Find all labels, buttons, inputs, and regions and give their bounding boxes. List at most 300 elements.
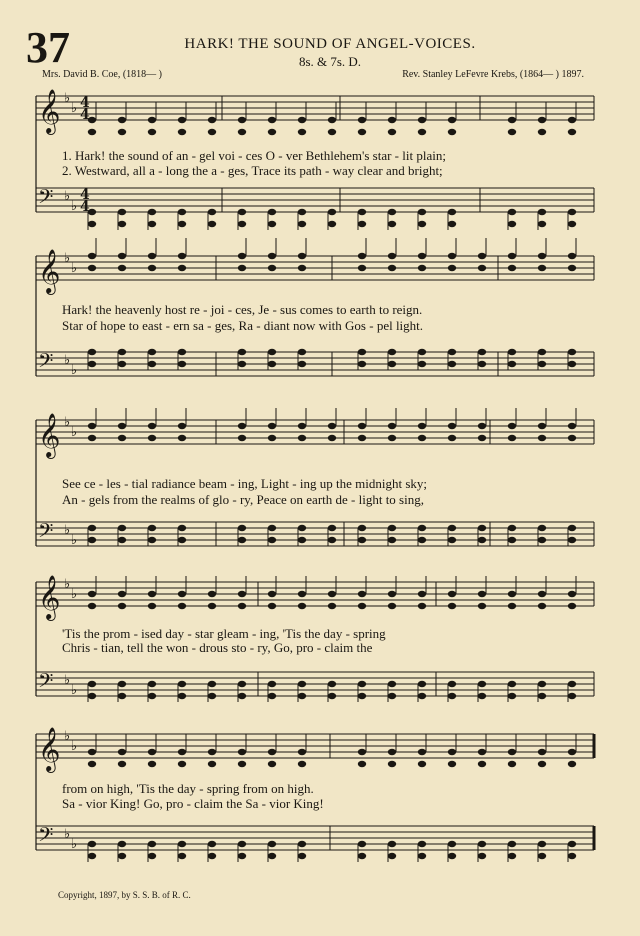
- note-head: [388, 117, 396, 123]
- note-head: [298, 117, 306, 123]
- note-head: [178, 117, 186, 123]
- note-head: [538, 253, 546, 259]
- note-head: [418, 749, 426, 755]
- note-head: [478, 693, 486, 699]
- note-head: [568, 361, 576, 367]
- note-head: [118, 129, 126, 135]
- note-head: [208, 591, 216, 597]
- note-head: [508, 361, 516, 367]
- hymn-title: HARK! THE SOUND OF ANGEL-VOICES.: [184, 36, 476, 52]
- note-head: [538, 853, 546, 859]
- note-head: [148, 361, 156, 367]
- lyric-line-s5-v1: from on high, 'Tis the day - spring from on high.: [62, 781, 314, 796]
- note-head: [418, 853, 426, 859]
- note-head: [148, 253, 156, 259]
- note-head: [418, 253, 426, 259]
- note-head: [358, 209, 366, 215]
- lyric-line-s1-v2: 2. Westward, all a - long the a - ges, Trace its path - way clear and bright;: [62, 163, 443, 178]
- flat-icon: ♭: [71, 261, 78, 276]
- note-head: [478, 603, 486, 609]
- note-head: [418, 265, 426, 271]
- note-head: [328, 129, 336, 135]
- note-head: [328, 209, 336, 215]
- note-head: [118, 761, 126, 767]
- note-head: [208, 221, 216, 227]
- note-head: [298, 265, 306, 271]
- note-head: [538, 221, 546, 227]
- note-head: [358, 423, 366, 429]
- treble-clef-icon: 𝄞: [38, 727, 61, 771]
- note-head: [328, 681, 336, 687]
- note-head: [178, 221, 186, 227]
- note-head: [508, 129, 516, 135]
- note-head: [448, 681, 456, 687]
- note-head: [538, 361, 546, 367]
- flat-icon: ♭: [64, 415, 71, 430]
- copyright-notice: Copyright, 1897, by S. S. B. of R. C.: [58, 890, 191, 900]
- flat-icon: ♭: [64, 189, 71, 204]
- note-head: [208, 129, 216, 135]
- note-head: [418, 423, 426, 429]
- note-head: [358, 841, 366, 847]
- note-head: [238, 221, 246, 227]
- note-head: [358, 253, 366, 259]
- note-head: [508, 117, 516, 123]
- note-head: [298, 761, 306, 767]
- note-head: [118, 221, 126, 227]
- note-head: [298, 603, 306, 609]
- note-head: [508, 209, 516, 215]
- note-head: [148, 693, 156, 699]
- flat-icon: ♭: [71, 533, 78, 548]
- note-head: [328, 693, 336, 699]
- note-head: [358, 749, 366, 755]
- note-head: [148, 221, 156, 227]
- note-head: [268, 761, 276, 767]
- note-head: [508, 265, 516, 271]
- note-head: [178, 761, 186, 767]
- note-head: [568, 265, 576, 271]
- lyric-line-s1-v1: 1. Hark! the sound of an - gel voi - ces O - ver Bethlehem's star - lit plain;: [62, 148, 446, 163]
- note-head: [238, 209, 246, 215]
- note-head: [118, 253, 126, 259]
- note-head: [88, 349, 96, 355]
- note-head: [328, 117, 336, 123]
- note-head: [358, 265, 366, 271]
- note-head: [388, 221, 396, 227]
- note-head: [448, 349, 456, 355]
- note-head: [118, 603, 126, 609]
- note-head: [448, 761, 456, 767]
- note-head: [508, 681, 516, 687]
- note-head: [238, 853, 246, 859]
- note-head: [508, 221, 516, 227]
- note-head: [148, 853, 156, 859]
- note-head: [388, 749, 396, 755]
- note-head: [358, 117, 366, 123]
- note-head: [148, 423, 156, 429]
- note-head: [238, 129, 246, 135]
- note-head: [238, 681, 246, 687]
- note-head: [328, 537, 336, 543]
- note-head: [388, 537, 396, 543]
- note-head: [268, 749, 276, 755]
- note-head: [418, 129, 426, 135]
- note-head: [238, 265, 246, 271]
- note-head: [178, 129, 186, 135]
- note-head: [298, 361, 306, 367]
- flat-icon: ♭: [71, 837, 78, 852]
- note-head: [568, 537, 576, 543]
- note-head: [388, 761, 396, 767]
- note-head: [508, 525, 516, 531]
- note-head: [208, 603, 216, 609]
- note-head: [388, 853, 396, 859]
- note-head: [268, 693, 276, 699]
- note-head: [88, 423, 96, 429]
- bass-clef-icon: 𝄢: [38, 823, 54, 851]
- note-head: [358, 537, 366, 543]
- note-head: [478, 853, 486, 859]
- note-head: [328, 603, 336, 609]
- note-head: [358, 435, 366, 441]
- note-head: [418, 761, 426, 767]
- note-head: [538, 537, 546, 543]
- note-head: [178, 435, 186, 441]
- note-head: [568, 129, 576, 135]
- note-head: [568, 349, 576, 355]
- note-head: [478, 423, 486, 429]
- note-head: [238, 435, 246, 441]
- note-head: [388, 525, 396, 531]
- lyric-line-s2-v2: Star of hope to east - ern sa - ges, Ra - diant now with Gos - pel light.: [62, 318, 424, 333]
- note-head: [178, 693, 186, 699]
- note-head: [538, 525, 546, 531]
- note-head: [148, 349, 156, 355]
- note-head: [568, 681, 576, 687]
- note-head: [538, 693, 546, 699]
- note-head: [508, 349, 516, 355]
- note-head: [208, 841, 216, 847]
- note-head: [358, 693, 366, 699]
- note-head: [478, 361, 486, 367]
- note-head: [118, 117, 126, 123]
- note-head: [418, 603, 426, 609]
- note-head: [238, 423, 246, 429]
- note-head: [328, 525, 336, 531]
- note-head: [418, 591, 426, 597]
- note-head: [448, 603, 456, 609]
- note-head: [238, 525, 246, 531]
- note-head: [88, 265, 96, 271]
- note-head: [538, 681, 546, 687]
- note-head: [238, 361, 246, 367]
- note-head: [568, 209, 576, 215]
- note-head: [388, 253, 396, 259]
- note-head: [178, 749, 186, 755]
- note-head: [418, 209, 426, 215]
- note-head: [358, 853, 366, 859]
- bass-clef-icon: 𝄢: [38, 349, 54, 377]
- note-head: [508, 761, 516, 767]
- note-head: [178, 603, 186, 609]
- note-head: [298, 435, 306, 441]
- note-head: [148, 841, 156, 847]
- lyric-line-s3-v1: See ce - les - tial radiance beam - ing, Light - ing up the midnight sky;: [62, 476, 427, 491]
- note-head: [358, 681, 366, 687]
- note-head: [388, 349, 396, 355]
- note-head: [358, 349, 366, 355]
- note-head: [118, 749, 126, 755]
- note-head: [118, 435, 126, 441]
- note-head: [568, 749, 576, 755]
- treble-clef-icon: 𝄞: [38, 575, 61, 619]
- note-head: [568, 853, 576, 859]
- note-head: [448, 129, 456, 135]
- note-head: [568, 253, 576, 259]
- note-head: [358, 129, 366, 135]
- note-head: [568, 591, 576, 597]
- note-head: [118, 423, 126, 429]
- note-head: [238, 537, 246, 543]
- note-head: [508, 749, 516, 755]
- time-signature-digit: 4: [80, 95, 90, 111]
- note-head: [148, 603, 156, 609]
- note-head: [538, 435, 546, 441]
- note-head: [388, 129, 396, 135]
- note-head: [478, 435, 486, 441]
- note-head: [118, 265, 126, 271]
- note-head: [358, 603, 366, 609]
- note-head: [448, 253, 456, 259]
- note-head: [178, 537, 186, 543]
- note-head: [238, 253, 246, 259]
- note-head: [418, 841, 426, 847]
- note-head: [148, 265, 156, 271]
- note-head: [88, 681, 96, 687]
- note-head: [478, 841, 486, 847]
- note-head: [448, 221, 456, 227]
- note-head: [88, 435, 96, 441]
- note-head: [478, 265, 486, 271]
- note-head: [448, 209, 456, 215]
- note-head: [178, 841, 186, 847]
- note-head: [568, 117, 576, 123]
- note-head: [388, 435, 396, 441]
- note-head: [268, 423, 276, 429]
- flat-icon: ♭: [71, 101, 78, 116]
- note-head: [508, 841, 516, 847]
- note-head: [118, 591, 126, 597]
- note-head: [388, 265, 396, 271]
- lyric-line-s4-v2: Chris - tian, tell the won - drous sto - ry, Go, pro - claim the: [62, 640, 373, 655]
- note-head: [328, 423, 336, 429]
- note-head: [298, 693, 306, 699]
- note-head: [148, 749, 156, 755]
- note-head: [88, 537, 96, 543]
- lyric-line-s5-v2: Sa - vior King! Go, pro - claim the Sa - vior King!: [62, 796, 324, 811]
- note-head: [358, 591, 366, 597]
- note-head: [418, 349, 426, 355]
- note-head: [118, 853, 126, 859]
- note-head: [508, 435, 516, 441]
- note-head: [538, 265, 546, 271]
- flat-icon: ♭: [71, 739, 78, 754]
- note-head: [208, 853, 216, 859]
- note-head: [118, 349, 126, 355]
- treble-clef-icon: 𝄞: [38, 89, 61, 133]
- note-head: [268, 525, 276, 531]
- note-head: [148, 681, 156, 687]
- note-head: [178, 361, 186, 367]
- note-head: [268, 361, 276, 367]
- note-head: [178, 253, 186, 259]
- note-head: [388, 361, 396, 367]
- note-head: [118, 693, 126, 699]
- note-head: [568, 423, 576, 429]
- note-head: [268, 265, 276, 271]
- lyric-line-s2-v1: Hark! the heavenly host re - joi - ces, Je - sus comes to earth to reign.: [62, 302, 423, 317]
- note-head: [418, 537, 426, 543]
- note-head: [298, 591, 306, 597]
- note-head: [448, 841, 456, 847]
- note-head: [268, 209, 276, 215]
- note-head: [178, 525, 186, 531]
- note-head: [388, 591, 396, 597]
- note-head: [448, 749, 456, 755]
- note-head: [238, 761, 246, 767]
- note-head: [448, 117, 456, 123]
- note-head: [268, 681, 276, 687]
- note-head: [298, 749, 306, 755]
- note-head: [208, 749, 216, 755]
- flat-icon: ♭: [71, 587, 78, 602]
- note-head: [568, 841, 576, 847]
- note-head: [88, 841, 96, 847]
- note-head: [478, 349, 486, 355]
- note-head: [148, 129, 156, 135]
- note-head: [328, 591, 336, 597]
- note-head: [178, 265, 186, 271]
- flat-icon: ♭: [71, 425, 78, 440]
- hymn-meter: 8s. & 7s. D.: [298, 54, 362, 69]
- note-head: [178, 853, 186, 859]
- note-head: [208, 693, 216, 699]
- note-head: [478, 253, 486, 259]
- note-head: [238, 591, 246, 597]
- note-head: [418, 435, 426, 441]
- note-head: [208, 117, 216, 123]
- note-head: [538, 749, 546, 755]
- treble-clef-icon: 𝄞: [38, 413, 61, 457]
- note-head: [568, 761, 576, 767]
- note-head: [268, 591, 276, 597]
- note-head: [478, 537, 486, 543]
- note-head: [178, 591, 186, 597]
- note-head: [298, 221, 306, 227]
- note-head: [148, 591, 156, 597]
- note-head: [148, 435, 156, 441]
- note-head: [88, 129, 96, 135]
- note-head: [298, 209, 306, 215]
- note-head: [88, 749, 96, 755]
- note-head: [448, 361, 456, 367]
- note-head: [298, 253, 306, 259]
- note-head: [418, 117, 426, 123]
- note-head: [118, 537, 126, 543]
- note-head: [388, 693, 396, 699]
- note-head: [508, 693, 516, 699]
- note-head: [388, 209, 396, 215]
- note-head: [208, 681, 216, 687]
- note-head: [448, 265, 456, 271]
- note-head: [178, 423, 186, 429]
- note-head: [88, 253, 96, 259]
- note-head: [88, 761, 96, 767]
- note-head: [388, 841, 396, 847]
- note-head: [268, 603, 276, 609]
- note-head: [328, 221, 336, 227]
- note-head: [148, 537, 156, 543]
- note-head: [328, 435, 336, 441]
- note-head: [538, 841, 546, 847]
- note-head: [418, 681, 426, 687]
- note-head: [298, 525, 306, 531]
- note-head: [448, 435, 456, 441]
- note-head: [268, 117, 276, 123]
- note-head: [208, 209, 216, 215]
- note-head: [268, 253, 276, 259]
- note-head: [478, 591, 486, 597]
- note-head: [238, 117, 246, 123]
- note-head: [388, 681, 396, 687]
- flat-icon: ♭: [71, 199, 78, 214]
- note-head: [88, 693, 96, 699]
- note-head: [298, 841, 306, 847]
- note-head: [238, 841, 246, 847]
- note-head: [268, 841, 276, 847]
- note-head: [148, 525, 156, 531]
- note-head: [448, 423, 456, 429]
- note-head: [238, 749, 246, 755]
- note-head: [448, 693, 456, 699]
- note-head: [538, 349, 546, 355]
- note-head: [178, 349, 186, 355]
- note-head: [508, 253, 516, 259]
- note-head: [238, 603, 246, 609]
- note-head: [118, 361, 126, 367]
- note-head: [568, 435, 576, 441]
- note-head: [538, 603, 546, 609]
- note-head: [88, 525, 96, 531]
- note-head: [298, 423, 306, 429]
- note-head: [508, 853, 516, 859]
- note-head: [448, 537, 456, 543]
- note-head: [478, 749, 486, 755]
- flat-icon: ♭: [64, 577, 71, 592]
- note-head: [508, 591, 516, 597]
- note-head: [268, 349, 276, 355]
- note-head: [568, 221, 576, 227]
- flat-icon: ♭: [64, 353, 71, 368]
- composer-credit: Mrs. David B. Coe, (1818— ): [42, 69, 162, 80]
- note-head: [418, 693, 426, 699]
- note-head: [88, 221, 96, 227]
- note-head: [358, 221, 366, 227]
- note-head: [478, 681, 486, 687]
- note-head: [508, 537, 516, 543]
- note-head: [178, 681, 186, 687]
